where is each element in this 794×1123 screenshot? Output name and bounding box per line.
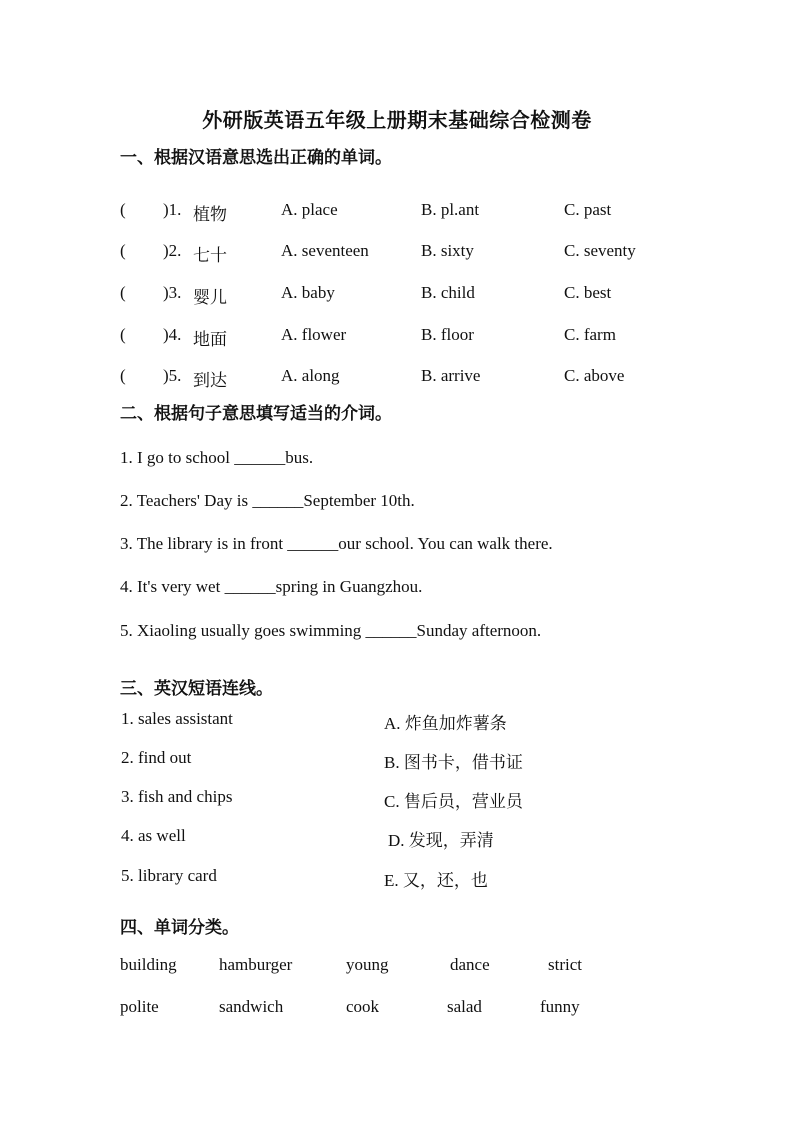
option-a: A. place bbox=[281, 200, 338, 219]
choice-question-4 bbox=[0, 325, 794, 349]
option-c: C. above bbox=[564, 366, 625, 385]
option-b: B. child bbox=[421, 283, 475, 302]
chinese-meaning: B. 图书卡，借书证 bbox=[384, 753, 523, 772]
option-a: A. seventeen bbox=[281, 241, 369, 260]
sentence-start: 1. I go to school bbox=[120, 448, 235, 467]
answer-paren: ( bbox=[120, 325, 126, 344]
matching-row-2 bbox=[0, 748, 794, 772]
word: strict bbox=[548, 955, 582, 974]
sentence-end: our school. You can walk there. bbox=[338, 534, 553, 553]
answer-blank: ______ bbox=[287, 534, 339, 553]
english-phrase: 3. fish and chips bbox=[121, 787, 233, 806]
option-c: C. past bbox=[564, 200, 612, 219]
matching-row-1 bbox=[0, 709, 794, 733]
english-phrase: 4. as well bbox=[121, 826, 186, 845]
word: hamburger bbox=[219, 955, 293, 974]
answer-blank: ______ bbox=[252, 491, 304, 510]
sentence-start: 5. Xiaoling usually goes swimming bbox=[120, 621, 366, 640]
chinese-prompt: 七十 bbox=[193, 246, 227, 265]
choice-question-3 bbox=[0, 283, 794, 307]
option-b: B. pl.ant bbox=[421, 200, 480, 219]
chinese-meaning: C. 售后员，营业员 bbox=[384, 792, 523, 811]
word: cook bbox=[346, 997, 380, 1016]
option-a: A. baby bbox=[281, 283, 335, 302]
choice-question-5 bbox=[0, 366, 794, 390]
fill-blank-sentence-1 bbox=[120, 448, 313, 468]
question-number: )5. bbox=[163, 366, 182, 385]
answer-paren: ( bbox=[120, 200, 126, 219]
word: dance bbox=[450, 955, 490, 974]
option-c: C. farm bbox=[564, 325, 616, 344]
option-b: B. floor bbox=[421, 325, 474, 344]
fill-blank-sentence-3 bbox=[120, 534, 553, 554]
option-a: A. along bbox=[281, 366, 340, 385]
word: polite bbox=[120, 997, 159, 1016]
fill-blank-sentence-4 bbox=[120, 577, 422, 597]
word-bank-row-1 bbox=[0, 955, 794, 979]
word-bank-row-2 bbox=[0, 997, 794, 1021]
option-c: C. best bbox=[564, 283, 612, 302]
option-c: C. seventy bbox=[564, 241, 636, 260]
answer-blank: ______ bbox=[365, 621, 417, 640]
option-a: A. flower bbox=[281, 325, 347, 344]
answer-paren: ( bbox=[120, 241, 126, 260]
sentence-end: September 10th. bbox=[303, 491, 415, 510]
sentence-start: 3. The library is in front bbox=[120, 534, 288, 553]
matching-row-4 bbox=[0, 826, 794, 850]
chinese-prompt: 地面 bbox=[193, 330, 227, 349]
answer-blank: ______ bbox=[234, 448, 286, 467]
section1-heading: 一、根据汉语意思选出正确的单词。 bbox=[120, 148, 392, 167]
word: salad bbox=[447, 997, 482, 1016]
section4-heading: 四、单词分类。 bbox=[120, 918, 239, 937]
word: young bbox=[346, 955, 389, 974]
answer-blank: ______ bbox=[224, 577, 276, 596]
word: building bbox=[120, 955, 177, 974]
sentence-end: Sunday afternoon. bbox=[416, 621, 542, 640]
sentence-end: spring in Guangzhou. bbox=[275, 577, 423, 596]
chinese-meaning: A. 炸鱼加炸薯条 bbox=[384, 714, 507, 733]
answer-paren: ( bbox=[120, 283, 126, 302]
english-phrase: 2. find out bbox=[121, 748, 192, 767]
sentence-start: 2. Teachers' Day is bbox=[120, 491, 253, 510]
question-number: )4. bbox=[163, 325, 182, 344]
choice-question-1 bbox=[0, 200, 794, 224]
fill-blank-sentence-2 bbox=[120, 491, 415, 511]
chinese-prompt: 植物 bbox=[193, 205, 227, 224]
question-number: )1. bbox=[163, 200, 182, 219]
chinese-meaning: E. 又，还，也 bbox=[384, 871, 488, 890]
question-number: )3. bbox=[163, 283, 182, 302]
chinese-prompt: 到达 bbox=[193, 371, 227, 390]
word: funny bbox=[540, 997, 580, 1016]
section2-heading: 二、根据句子意思填写适当的介词。 bbox=[120, 404, 392, 423]
option-b: B. sixty bbox=[421, 241, 474, 260]
section3-heading: 三、英汉短语连线。 bbox=[120, 679, 273, 698]
page-title: 外研版英语五年级上册期末基础综合检测卷 bbox=[202, 110, 592, 132]
question-number: )2. bbox=[163, 241, 182, 260]
sentence-end: bus. bbox=[285, 448, 314, 467]
choice-question-2 bbox=[0, 241, 794, 265]
word: sandwich bbox=[219, 997, 284, 1016]
fill-blank-sentence-5 bbox=[120, 621, 541, 641]
answer-paren: ( bbox=[120, 366, 126, 385]
chinese-meaning: D. 发现，弄清 bbox=[388, 831, 494, 850]
option-b: B. arrive bbox=[421, 366, 481, 385]
english-phrase: 1. sales assistant bbox=[121, 709, 233, 728]
matching-row-5 bbox=[0, 866, 794, 890]
sentence-start: 4. It's very wet bbox=[120, 577, 225, 596]
matching-row-3 bbox=[0, 787, 794, 811]
chinese-prompt: 婴儿 bbox=[193, 288, 227, 307]
english-phrase: 5. library card bbox=[121, 866, 217, 885]
